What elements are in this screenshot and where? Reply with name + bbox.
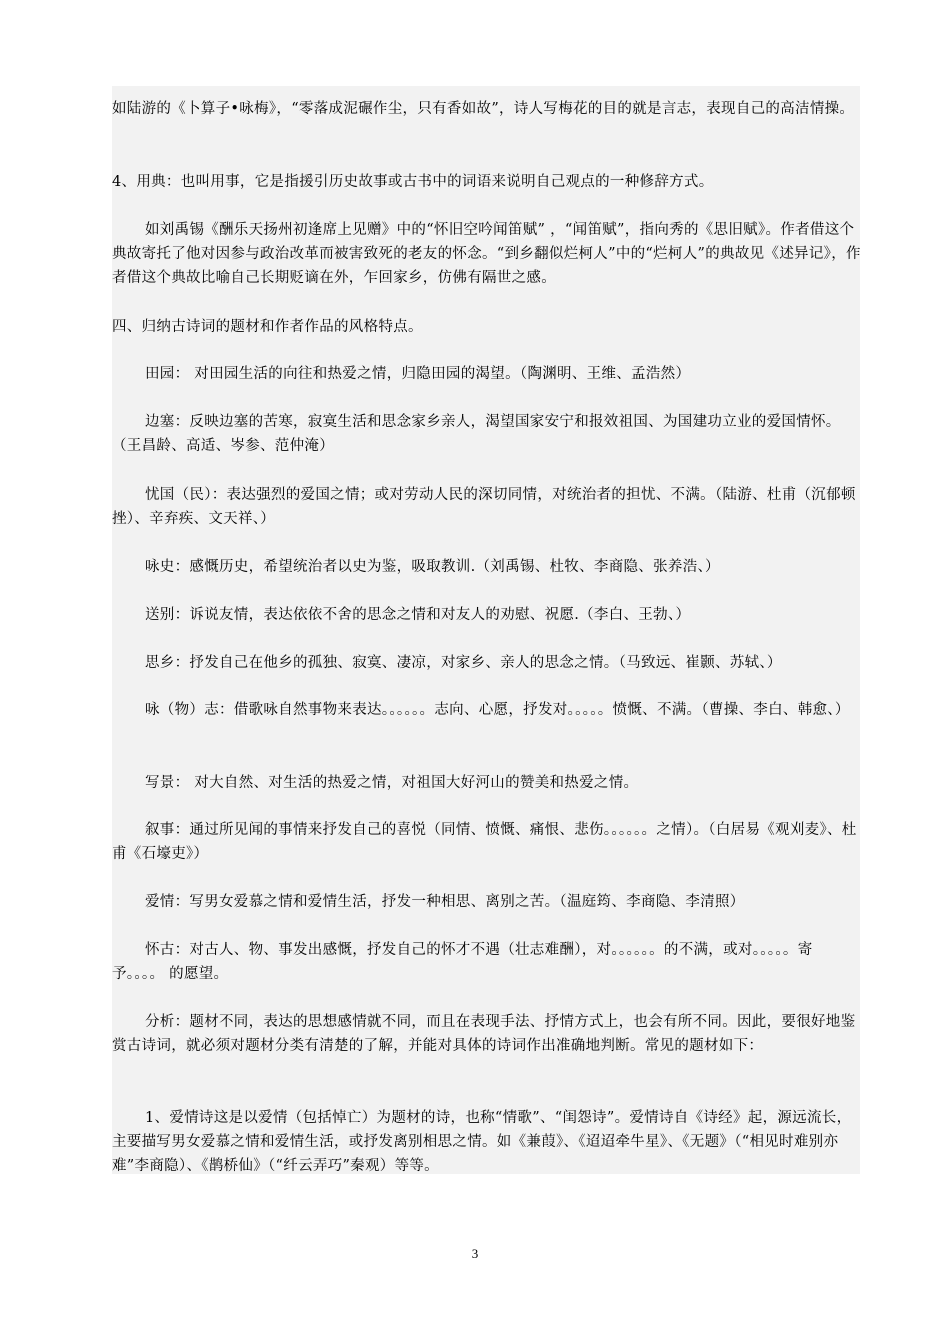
paragraph-xiejing: 写景： 对大自然、对生活的热爱之情，对祖国大好河山的赞美和热爱之情。 <box>145 775 639 791</box>
section-heading-4: 四、归纳古诗词的题材和作者作品的风格特点。 <box>112 319 423 335</box>
page-number: 3 <box>471 1246 479 1261</box>
paragraph-yongshi: 咏史：感慨历史，希望统治者以史为鉴，吸取教训.（刘禹锡、杜牧、李商隐、张养浩、） <box>145 559 720 575</box>
paragraph-aiqing: 爱情：写男女爱慕之情和爱情生活，抒发一种相思、离别之苦。（温庭筠、李商隐、李清照） <box>145 894 745 910</box>
paragraph-tianyuan: 田园： 对田园生活的向往和热爱之情，归隐田园的渴望。（陶渊明、王维、孟浩然） <box>145 366 691 382</box>
paragraph-yongwu: 咏（物）志：借歌咏自然事物来表达。。。。。。志向、心愿，抒发对。。。。。愤慨、不满。（曹操、李白、韩愈、） <box>145 702 850 718</box>
paragraph-songbie: 送别：诉说友情，表达依依不舍的思念之情和对友人的劝慰、祝愿.（李白、王勃、） <box>145 607 691 623</box>
paragraph-yongdian-heading: 4、用典：也叫用事，它是指援引历史故事或古书中的词语来说明自己观点的一种修辞方式。 <box>112 174 714 190</box>
paragraph-huaigu: 怀古：对古人、物、事发出感慨，抒发自己的怀才不遇（壮志难酬），对。。。。。。的不满，或对。。。。。寄予。。。。 的愿望。 <box>112 942 813 982</box>
paragraph-aiqingshi: 1、爱情诗这是以爱情（包括悼亡）为题材的诗，也称“情歌”、“闺怨诗”。爱情诗自《诗经》起，源远流长，主要描写男女爱慕之情和爱情生活，或抒发离别相思之情。如《兼葭》、《迢迢牵牛星》、《无题》（“相见时难别亦难”李商隐）、《鹊桥仙》（“纤云弄巧”秦观）等等。 <box>112 1110 852 1174</box>
paragraph-biansai: 边塞：反映边塞的苦寒，寂寞生活和思念家乡亲人，渴望国家安宁和报效祖国、为国建功立业的爱国情怀。（王昌龄、高适、岑参、范仲淹） <box>112 414 841 454</box>
paragraph-liuyuxi-example: 如刘禹锡《酬乐天扬州初逢席上见赠》中的“怀旧空吟闻笛赋” ，“闻笛赋”，指向秀的《思旧赋》。作者借这个典故寄托了他对因参与政治改革而被害致死的老友的怀念。“到乡翻似烂柯人”中的“烂柯人”的典故见《述异记》，作者借这个典故比喻自己长期贬谪在外，乍回家乡，仿佛有隔世之感。 <box>112 222 861 286</box>
paragraph-fenxi: 分析：题材不同，表达的思想感情就不同，而且在表现手法、抒情方式上，也会有所不同。因此，要很好地鉴赏古诗词，就必须对题材分类有清楚的了解，并能对具体的诗词作出准确地判断。常见的题材如下： <box>112 1014 856 1054</box>
paragraph-xushi: 叙事：通过所见闻的事情来抒发自己的喜悦（同情、愤慨、痛恨、悲伤。。。。。。之情）。（白居易《观刈麦》、杜甫《石壕吏》） <box>112 822 857 862</box>
paragraph-youguo: 忧国（民）：表达强烈的爱国之情；或对劳动人民的深切同情，对统治者的担忧、不满。（陆游、杜甫（沉郁顿挫）、辛弃疾、文天祥、） <box>112 487 856 527</box>
paragraph-sixiang: 思乡：抒发自己在他乡的孤独、寂寞、凄凉，对家乡、亲人的思念之情。（马致远、崔颢、苏轼、） <box>145 655 782 671</box>
paragraph-yongmei: 如陆游的《卜算子•咏梅》，“零落成泥碾作尘，只有香如故”，诗人写梅花的目的就是言志，表现自己的高洁情操。 <box>112 101 855 117</box>
